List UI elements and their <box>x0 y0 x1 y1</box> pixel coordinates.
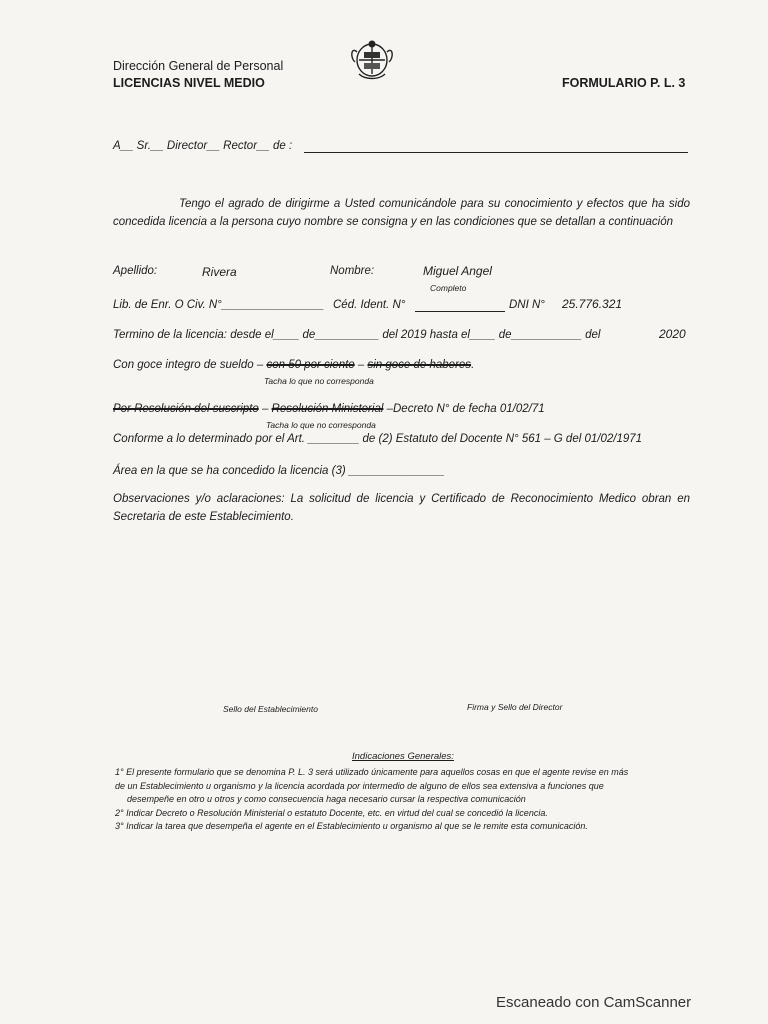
indicaciones-item-1c: desempeñe en otro u otros y como consecuencia haga necesario cursar la respectiva comunicación <box>127 794 526 805</box>
goce-line <box>113 359 474 371</box>
termino-label: Termino de la licencia: desde el____ de__________ del 2019 hasta el____ de___________ del <box>113 329 601 341</box>
goce-prefix: Con goce integro de sueldo – <box>113 359 264 371</box>
org-name: Dirección General de Personal <box>113 59 284 73</box>
intro-paragraph: Tengo el agrado de dirigirme a Usted comunicándole para su conocimiento y efectos que ha sido concedida licencia a la persona cuyo nombre se consigna y en las condiciones que se detallan a continuación <box>113 198 690 228</box>
goce-note: Tacha lo que no corresponda <box>264 376 374 386</box>
resolucion-dash: – <box>258 403 272 415</box>
nombre-label: Nombre: <box>330 265 375 277</box>
dni-value: 25.776.321 <box>562 297 623 311</box>
apellido-value: Rivera <box>202 265 237 279</box>
area-line: Área en la que se ha concedido la licencia (3) _______________ <box>113 465 445 477</box>
indicaciones-item-1b: de un Establecimiento u organismo y la licencia acordada por intermedio de alguno de ellos sea extensiva a funciones que <box>115 780 604 791</box>
resolucion-suffix: –Decreto N° de fecha 01/02/71 <box>383 403 545 415</box>
resolucion-struck-ministerial: Resolución Ministerial <box>271 403 384 415</box>
goce-struck-sin: sin goce de haberes <box>367 359 472 371</box>
indicaciones-title: Indicaciones Generales: <box>352 751 454 762</box>
form-code: FORMULARIO P. L. 3 <box>562 76 686 90</box>
completo-note: Completo <box>430 283 467 293</box>
dni-label: DNI N° <box>509 299 545 311</box>
lib-enr-label: Lib. de Enr. O Civ. N°________________ <box>113 299 325 311</box>
ced-ident-line <box>415 311 505 312</box>
camscanner-watermark: Escaneado con CamScanner <box>496 994 692 1011</box>
ced-ident-label: Céd. Ident. N° <box>333 299 406 311</box>
goce-suffix: . <box>471 359 475 371</box>
termino-year: 2020 <box>659 327 686 341</box>
resolucion-line <box>113 403 545 415</box>
apellido-label: Apellido: <box>113 265 158 277</box>
indicaciones-item-1a: 1° El presente formulario que se denomina P. L. 3 será utilizado únicamente para aquellos cosas en que el agente revise en más <box>115 767 629 777</box>
goce-struck-50: con 50 por ciento <box>266 359 355 371</box>
goce-dash: – <box>354 359 368 371</box>
indicaciones-item-3: 3° Indicar la tarea que desempeña el agente en el Establecimiento u organismo al que se le remite esta comunicación. <box>115 821 588 832</box>
observaciones-paragraph: Observaciones y/o aclaraciones: La solicitud de licencia y Certificado de Reconocimiento Medico obran en Secretaria de este Establecimiento. <box>113 493 690 523</box>
section-title: LICENCIAS NIVEL MEDIO <box>113 76 265 90</box>
firma-label: Firma y Sello del Director <box>467 702 563 712</box>
resolucion-note: Tacha lo que no corresponda <box>266 420 376 430</box>
indicaciones-item-2: 2° Indicar Decreto o Resolución Ministerial o estatuto Docente, etc. en virtud del cual se concedió la licencia. <box>115 807 548 818</box>
nombre-value: Miguel Angel <box>423 264 492 278</box>
indicaciones-list <box>115 766 695 834</box>
coat-of-arms-icon <box>347 38 397 82</box>
addressee-line <box>304 152 688 153</box>
sello-label: Sello del Establecimiento <box>223 704 318 714</box>
addressee-label: A__ Sr.__ Director__ Rector__ de : <box>113 140 293 152</box>
resolucion-struck-suscripto: Por Resolución del suscripto <box>113 403 259 415</box>
conforme-line: Conforme a lo determinado por el Art. ________ de (2) Estatuto del Docente N° 561 – G del 01/02/1971 <box>113 433 643 445</box>
